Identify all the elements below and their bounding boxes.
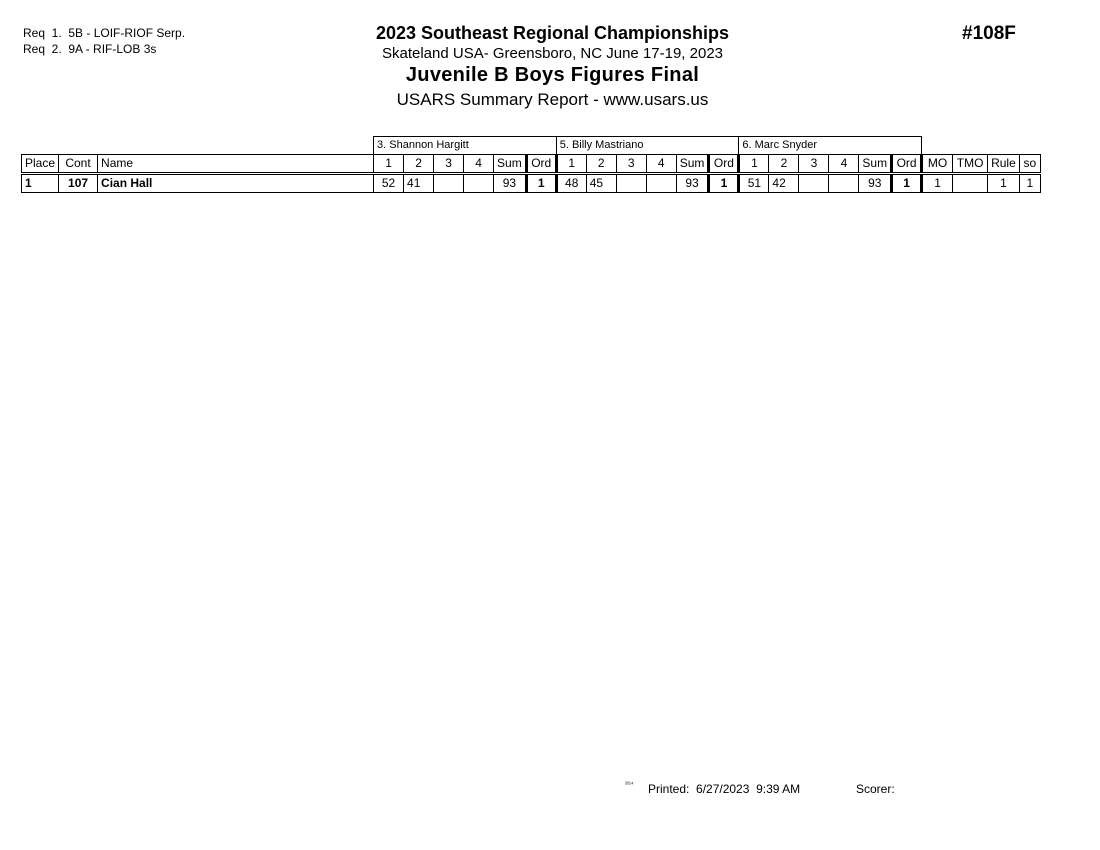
cell-j3-score-1: 51 bbox=[739, 174, 769, 193]
col-j2-sum: Sum bbox=[676, 155, 709, 174]
cell-j3-sum: 93 bbox=[859, 174, 892, 193]
judge-3-name: 6. Marc Snyder bbox=[739, 137, 922, 155]
col-cont: Cont bbox=[59, 155, 98, 174]
col-tmo: TMO bbox=[953, 155, 988, 174]
cell-rule: 1 bbox=[988, 174, 1020, 193]
table-row bbox=[22, 174, 1041, 193]
cell-place: 1 bbox=[22, 174, 59, 193]
cell-so: 1 bbox=[1019, 174, 1040, 193]
col-j3-score-1: 1 bbox=[739, 155, 769, 174]
col-j1-ord: Ord bbox=[526, 155, 556, 174]
col-j2-ord: Ord bbox=[709, 155, 739, 174]
col-j2-score-2: 2 bbox=[586, 155, 616, 174]
report-name: USARS Summary Report - www.usars.us bbox=[396, 90, 709, 109]
cell-j3-score-3 bbox=[799, 174, 829, 193]
judge-2-name: 5. Billy Mastriano bbox=[556, 137, 739, 155]
competition-title: 2023 Southeast Regional Championships bbox=[375, 23, 730, 43]
venue-and-dates: Skateland USA- Greensboro, NC June 17-19, 2023 bbox=[381, 45, 724, 62]
printed-timestamp: Printed: 6/27/2023 9:39 AM bbox=[648, 782, 801, 796]
col-rule: Rule bbox=[988, 155, 1020, 174]
col-so: so bbox=[1019, 155, 1040, 174]
col-j2-score-4: 4 bbox=[646, 155, 676, 174]
scorer-label: Scorer: bbox=[856, 782, 895, 796]
cell-j3-score-4 bbox=[829, 174, 859, 193]
cell-j1-sum: 93 bbox=[494, 174, 527, 193]
cell-j1-score-1: 52 bbox=[374, 174, 404, 193]
col-j1-score-1: 1 bbox=[374, 155, 404, 174]
cell-j1-ord: 1 bbox=[526, 174, 556, 193]
cell-mo: 1 bbox=[922, 174, 953, 193]
requirement-2: Req 2. 9A - RIF-LOB 3s bbox=[23, 42, 157, 56]
col-j3-score-2: 2 bbox=[769, 155, 799, 174]
col-j1-score-2: 2 bbox=[404, 155, 434, 174]
cell-j2-ord: 1 bbox=[709, 174, 739, 193]
col-j2-score-1: 1 bbox=[556, 155, 586, 174]
col-j1-score-4: 4 bbox=[464, 155, 494, 174]
cell-j2-score-1: 48 bbox=[556, 174, 586, 193]
cell-j1-score-4 bbox=[464, 174, 494, 193]
col-j2-score-3: 3 bbox=[616, 155, 646, 174]
cell-j2-score-4 bbox=[646, 174, 676, 193]
col-j3-score-4: 4 bbox=[829, 155, 859, 174]
cell-j1-score-2: 41 bbox=[404, 174, 434, 193]
event-name: Juvenile B Boys Figures Final bbox=[405, 64, 700, 86]
cell-j2-score-3 bbox=[616, 174, 646, 193]
col-place: Place bbox=[22, 155, 59, 174]
cell-j3-ord: 1 bbox=[892, 174, 922, 193]
column-header-row bbox=[22, 155, 1041, 174]
col-j1-score-3: 3 bbox=[434, 155, 464, 174]
cell-skater-name: Cian Hall bbox=[98, 174, 374, 193]
judge-1-name: 3. Shannon Hargitt bbox=[374, 137, 557, 155]
judge-header-row bbox=[22, 137, 1041, 155]
col-j3-sum: Sum bbox=[859, 155, 892, 174]
cell-j2-sum: 93 bbox=[676, 174, 709, 193]
cell-tmo bbox=[953, 174, 988, 193]
col-name: Name bbox=[98, 155, 374, 174]
cell-j1-score-3 bbox=[434, 174, 464, 193]
event-code: #108F bbox=[962, 23, 1016, 44]
cell-j2-score-2: 45 bbox=[586, 174, 616, 193]
cell-cont: 107 bbox=[59, 174, 98, 193]
results-table bbox=[21, 136, 1041, 193]
col-mo: MO bbox=[922, 155, 953, 174]
requirement-1: Req 1. 5B - LOIF-RIOF Serp. bbox=[23, 26, 186, 40]
col-j3-score-3: 3 bbox=[799, 155, 829, 174]
footer-small-mark: ²²¹⁴ bbox=[625, 782, 634, 788]
col-j3-ord: Ord bbox=[892, 155, 922, 174]
col-j1-sum: Sum bbox=[494, 155, 527, 174]
cell-j3-score-2: 42 bbox=[769, 174, 799, 193]
